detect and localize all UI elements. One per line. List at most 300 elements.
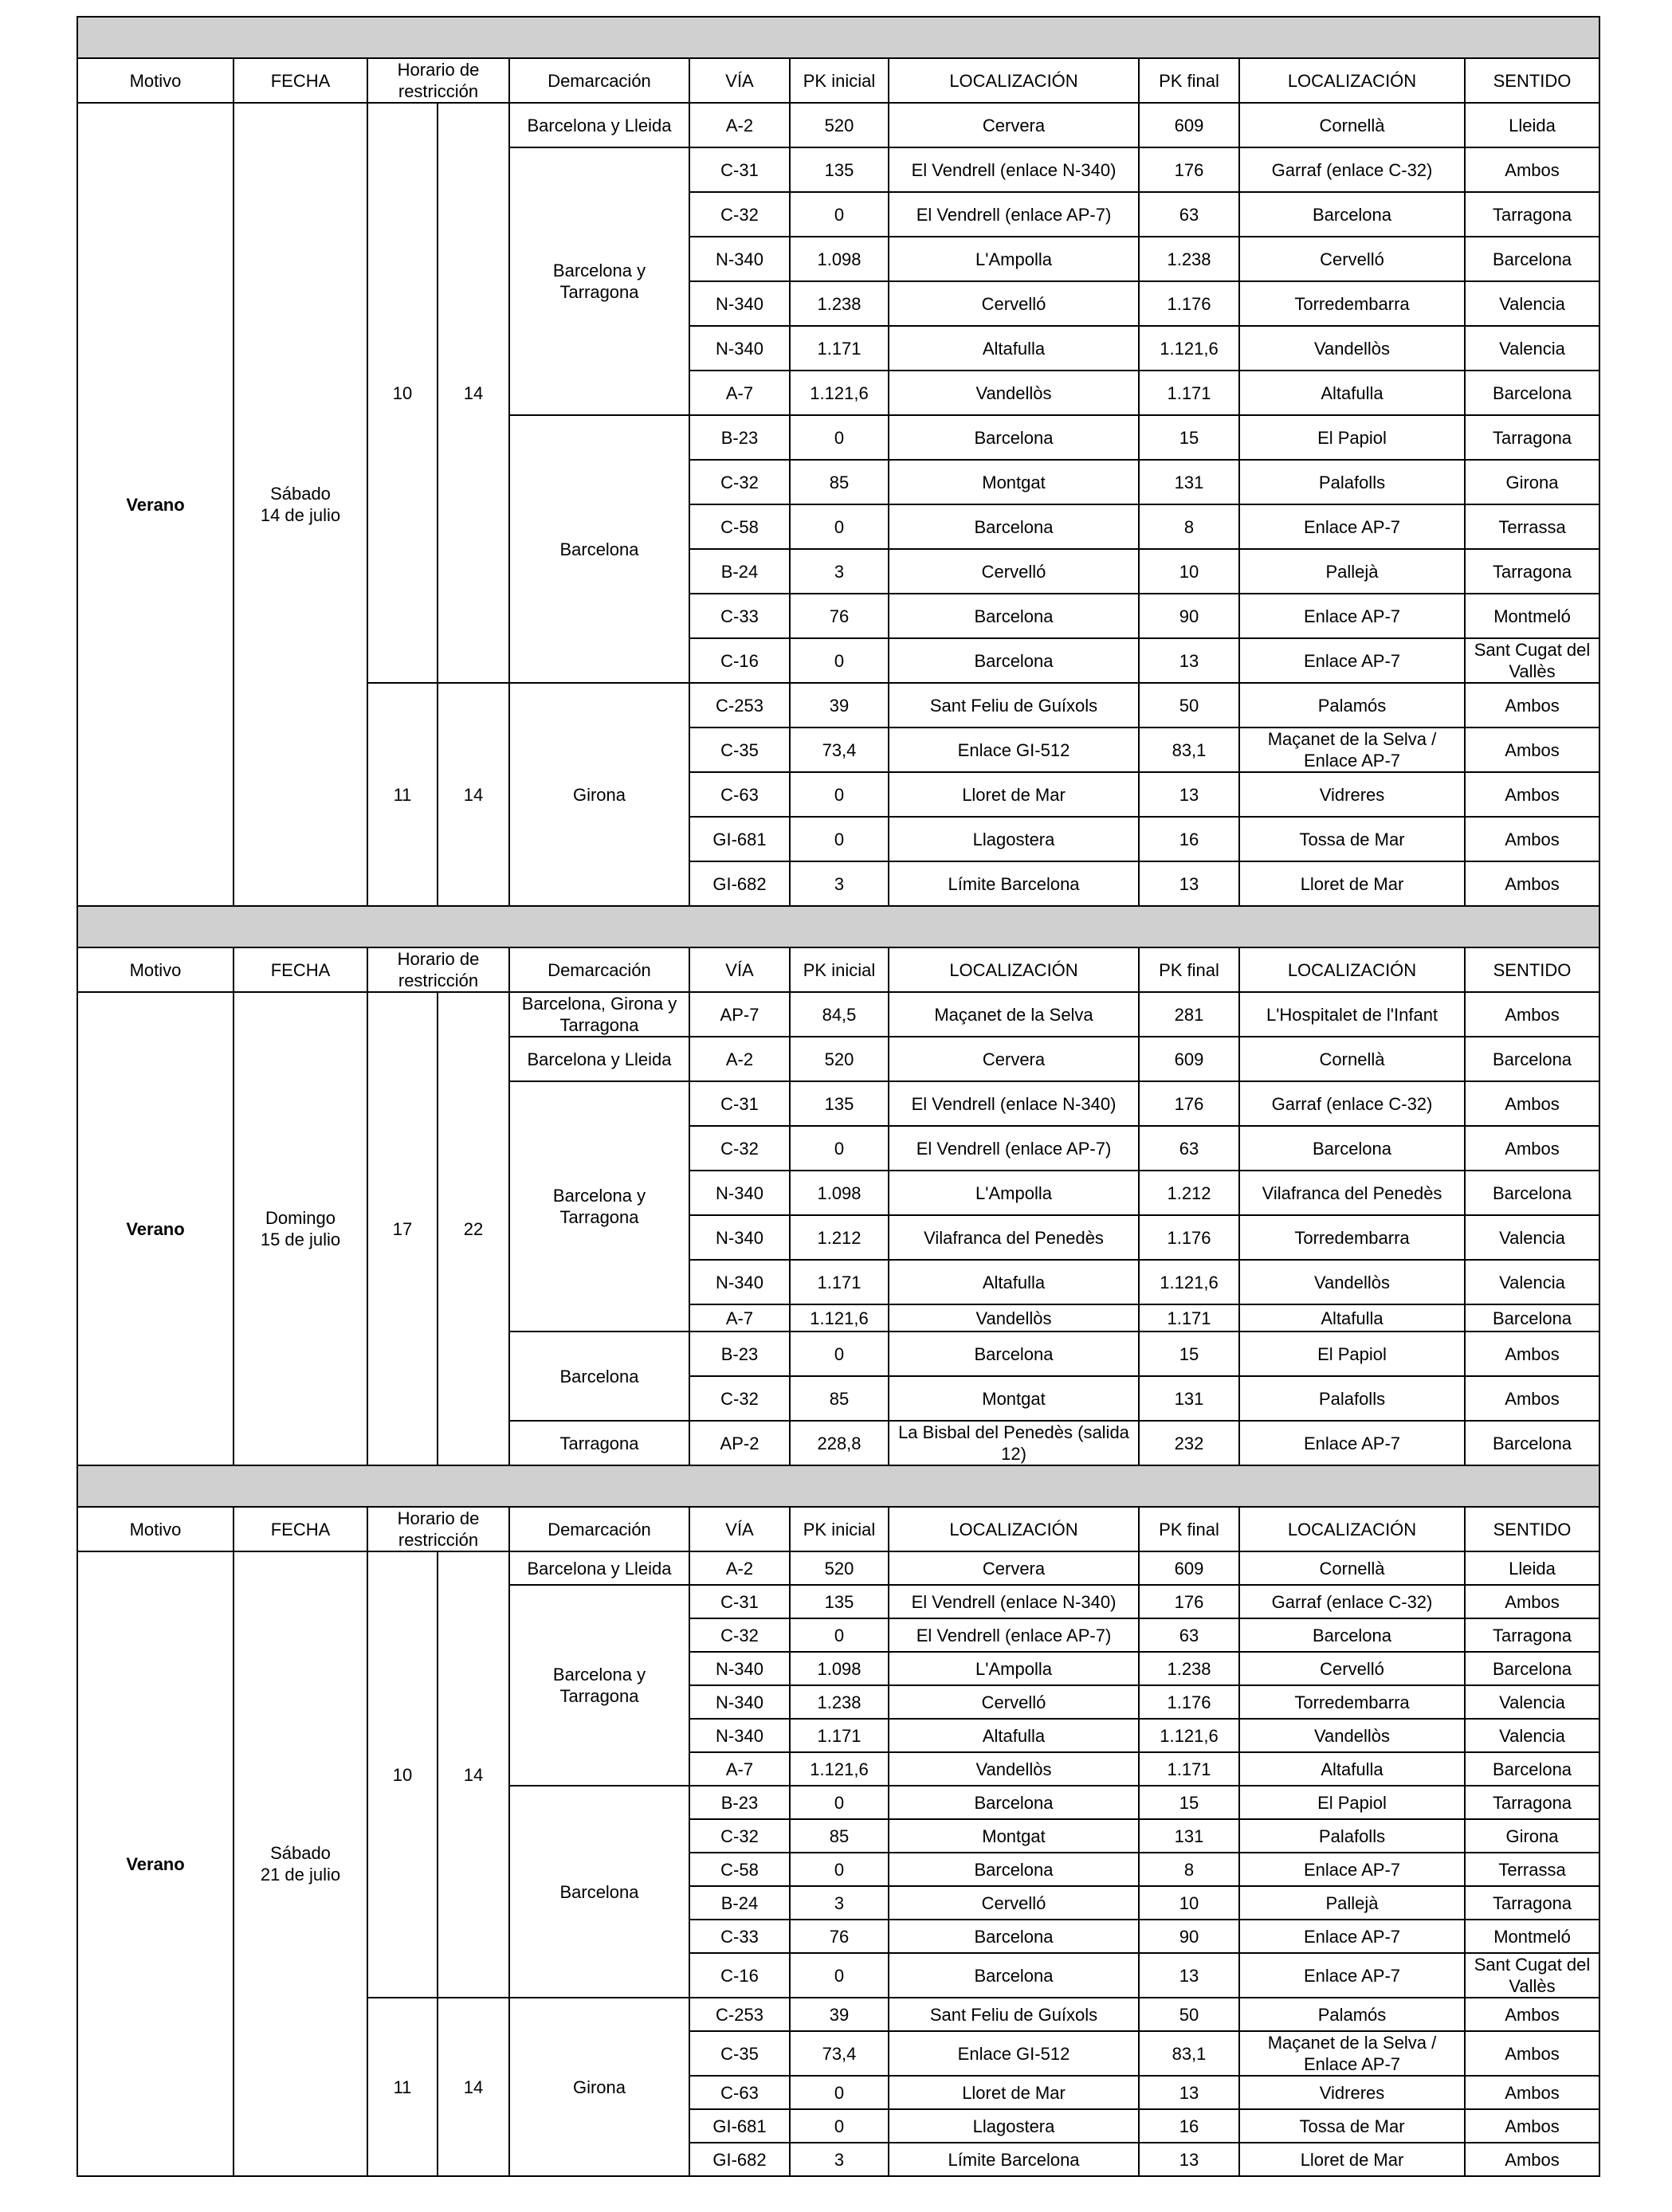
localizacion-final-cell: El Papiol	[1239, 1332, 1465, 1376]
sentido-cell: Ambos	[1465, 683, 1599, 728]
localizacion-inicial-cell: Llagostera	[889, 817, 1139, 861]
localizacion-final-cell: Barcelona	[1239, 1126, 1465, 1171]
pk-final-cell: 176	[1139, 1585, 1239, 1618]
traffic-restrictions-table	[77, 16, 1600, 2177]
demarcacion-cell: Barcelona y Tarragona	[509, 147, 689, 415]
pk-inicial-cell: 1.098	[790, 237, 889, 281]
localizacion-final-cell: Cornellà	[1239, 1551, 1465, 1585]
column-header-horario: Horario de restricción	[367, 947, 509, 992]
sentido-cell: Girona	[1465, 460, 1599, 504]
localizacion-inicial-cell: Cervelló	[889, 281, 1139, 326]
demarcacion-cell: Barcelona, Girona y Tarragona	[509, 992, 689, 1037]
pk-inicial-cell: 84,5	[790, 992, 889, 1037]
pk-final-cell: 15	[1139, 415, 1239, 460]
localizacion-final-cell: Altafulla	[1239, 371, 1465, 415]
pk-final-cell: 131	[1139, 1376, 1239, 1421]
via-cell: B-23	[689, 415, 790, 460]
column-header-horario: Horario de restricción	[367, 58, 509, 103]
pk-final-cell: 13	[1139, 638, 1239, 683]
pk-inicial-cell: 85	[790, 1819, 889, 1853]
pk-final-cell: 1.121,6	[1139, 326, 1239, 371]
sentido-cell: Ambos	[1465, 147, 1599, 192]
sentido-cell: Ambos	[1465, 1998, 1599, 2031]
localizacion-inicial-cell: L'Ampolla	[889, 1171, 1139, 1215]
localizacion-final-cell: Vidreres	[1239, 2076, 1465, 2109]
via-cell: C-32	[689, 460, 790, 504]
column-header-localizacion-final: LOCALIZACIÓN	[1239, 1507, 1465, 1551]
column-header-pk-inicial: PK inicial	[790, 947, 889, 992]
sentido-cell: Terrassa	[1465, 504, 1599, 549]
localizacion-final-cell: Tossa de Mar	[1239, 2109, 1465, 2143]
sentido-cell: Valencia	[1465, 281, 1599, 326]
localizacion-final-cell: Garraf (enlace C-32)	[1239, 147, 1465, 192]
pk-inicial-cell: 520	[790, 103, 889, 147]
via-cell: GI-681	[689, 2109, 790, 2143]
motivo-cell: Verano	[77, 1551, 234, 2176]
column-header-pk-final: PK final	[1139, 947, 1239, 992]
pk-final-cell: 1.176	[1139, 1685, 1239, 1719]
demarcacion-cell: Tarragona	[509, 1421, 689, 1465]
pk-inicial-cell: 1.212	[790, 1215, 889, 1260]
via-cell: C-16	[689, 1953, 790, 1998]
via-cell: B-24	[689, 549, 790, 594]
via-cell: A-2	[689, 1037, 790, 1081]
sentido-cell: Tarragona	[1465, 415, 1599, 460]
localizacion-final-cell: Lloret de Mar	[1239, 2143, 1465, 2176]
localizacion-final-cell: Maçanet de la Selva / Enlace AP-7	[1239, 728, 1465, 772]
localizacion-final-cell: Enlace AP-7	[1239, 1853, 1465, 1886]
pk-inicial-cell: 1.121,6	[790, 1752, 889, 1786]
column-header-fecha: FECHA	[234, 1507, 367, 1551]
via-cell: C-31	[689, 1585, 790, 1618]
pk-final-cell: 15	[1139, 1786, 1239, 1819]
pk-final-cell: 50	[1139, 1998, 1239, 2031]
pk-inicial-cell: 135	[790, 1585, 889, 1618]
column-header-row	[77, 1507, 1599, 1551]
localizacion-final-cell: Cervelló	[1239, 237, 1465, 281]
demarcacion-cell: Barcelona	[509, 415, 689, 683]
via-cell: N-340	[689, 237, 790, 281]
localizacion-inicial-cell: Barcelona	[889, 594, 1139, 638]
pk-inicial-cell: 0	[790, 504, 889, 549]
horario-fin-cell: 14	[438, 1551, 509, 1998]
fecha-cell: Sábado 14 de julio	[234, 103, 367, 906]
column-header-motivo: Motivo	[77, 1507, 234, 1551]
pk-final-cell: 1.176	[1139, 1215, 1239, 1260]
localizacion-final-cell: Torredembarra	[1239, 1685, 1465, 1719]
localizacion-inicial-cell: Enlace GI-512	[889, 2031, 1139, 2076]
pk-inicial-cell: 73,4	[790, 2031, 889, 2076]
pk-inicial-cell: 1.171	[790, 1260, 889, 1304]
via-cell: C-253	[689, 1998, 790, 2031]
via-cell: C-31	[689, 1081, 790, 1126]
via-cell: N-340	[689, 1685, 790, 1719]
section-band	[77, 17, 1599, 58]
via-cell: C-35	[689, 2031, 790, 2076]
sentido-cell: Ambos	[1465, 1376, 1599, 1421]
localizacion-inicial-cell: Barcelona	[889, 1332, 1139, 1376]
pk-final-cell: 63	[1139, 1618, 1239, 1652]
pk-final-cell: 90	[1139, 594, 1239, 638]
pk-final-cell: 90	[1139, 1920, 1239, 1953]
localizacion-inicial-cell: Llagostera	[889, 2109, 1139, 2143]
pk-inicial-cell: 0	[790, 2109, 889, 2143]
localizacion-inicial-cell: L'Ampolla	[889, 1652, 1139, 1685]
localizacion-final-cell: El Papiol	[1239, 1786, 1465, 1819]
localizacion-inicial-cell: Barcelona	[889, 504, 1139, 549]
pk-final-cell: 1.176	[1139, 281, 1239, 326]
column-header-localizacion-final: LOCALIZACIÓN	[1239, 947, 1465, 992]
pk-final-cell: 13	[1139, 2143, 1239, 2176]
localizacion-final-cell: Enlace AP-7	[1239, 1953, 1465, 1998]
pk-final-cell: 50	[1139, 683, 1239, 728]
horario-fin-cell: 14	[438, 1998, 509, 2176]
pk-inicial-cell: 0	[790, 1618, 889, 1652]
sentido-cell: Ambos	[1465, 2076, 1599, 2109]
sentido-cell: Ambos	[1465, 1126, 1599, 1171]
pk-final-cell: 1.238	[1139, 237, 1239, 281]
via-cell: AP-2	[689, 1421, 790, 1465]
sentido-cell: Tarragona	[1465, 1886, 1599, 1920]
pk-inicial-cell: 3	[790, 549, 889, 594]
sentido-cell: Ambos	[1465, 1585, 1599, 1618]
sentido-cell: Ambos	[1465, 861, 1599, 906]
column-header-sentido: SENTIDO	[1465, 947, 1599, 992]
localizacion-final-cell: Palafolls	[1239, 1819, 1465, 1853]
column-header-demarcacion: Demarcación	[509, 1507, 689, 1551]
sentido-cell: Ambos	[1465, 1332, 1599, 1376]
pk-inicial-cell: 520	[790, 1037, 889, 1081]
localizacion-inicial-cell: Barcelona	[889, 1953, 1139, 1998]
motivo-cell: Verano	[77, 103, 234, 906]
demarcacion-cell: Barcelona	[509, 1332, 689, 1421]
sentido-cell: Lleida	[1465, 103, 1599, 147]
pk-final-cell: 281	[1139, 992, 1239, 1037]
localizacion-final-cell: Garraf (enlace C-32)	[1239, 1081, 1465, 1126]
pk-final-cell: 16	[1139, 2109, 1239, 2143]
localizacion-inicial-cell: Montgat	[889, 460, 1139, 504]
pk-inicial-cell: 76	[790, 1920, 889, 1953]
via-cell: N-340	[689, 1719, 790, 1752]
sentido-cell: Ambos	[1465, 817, 1599, 861]
localizacion-final-cell: Tossa de Mar	[1239, 817, 1465, 861]
pk-final-cell: 10	[1139, 549, 1239, 594]
localizacion-inicial-cell: La Bisbal del Penedès (salida 12)	[889, 1421, 1139, 1465]
pk-inicial-cell: 73,4	[790, 728, 889, 772]
pk-final-cell: 1.212	[1139, 1171, 1239, 1215]
via-cell: C-63	[689, 772, 790, 817]
sentido-cell: Montmeló	[1465, 594, 1599, 638]
via-cell: A-7	[689, 371, 790, 415]
localizacion-final-cell: Altafulla	[1239, 1752, 1465, 1786]
sentido-cell: Barcelona	[1465, 237, 1599, 281]
sentido-cell: Ambos	[1465, 728, 1599, 772]
sentido-cell: Sant Cugat del Vallès	[1465, 638, 1599, 683]
motivo-cell: Verano	[77, 992, 234, 1465]
sentido-cell: Sant Cugat del Vallès	[1465, 1953, 1599, 1998]
localizacion-inicial-cell: El Vendrell (enlace AP-7)	[889, 1618, 1139, 1652]
pk-final-cell: 609	[1139, 1037, 1239, 1081]
via-cell: A-7	[689, 1752, 790, 1786]
pk-inicial-cell: 135	[790, 147, 889, 192]
horario-fin-cell: 22	[438, 992, 509, 1465]
localizacion-inicial-cell: Barcelona	[889, 1786, 1139, 1819]
sentido-cell: Valencia	[1465, 1685, 1599, 1719]
pk-inicial-cell: 0	[790, 1786, 889, 1819]
pk-inicial-cell: 0	[790, 1953, 889, 1998]
localizacion-inicial-cell: Vandellòs	[889, 371, 1139, 415]
sentido-cell: Ambos	[1465, 2031, 1599, 2076]
pk-inicial-cell: 135	[790, 1081, 889, 1126]
localizacion-final-cell: Altafulla	[1239, 1304, 1465, 1332]
via-cell: C-35	[689, 728, 790, 772]
via-cell: B-23	[689, 1786, 790, 1819]
column-header-motivo: Motivo	[77, 947, 234, 992]
via-cell: AP-7	[689, 992, 790, 1037]
localizacion-final-cell: Palamós	[1239, 1998, 1465, 2031]
localizacion-final-cell: Torredembarra	[1239, 1215, 1465, 1260]
demarcacion-cell: Barcelona y Tarragona	[509, 1081, 689, 1332]
via-cell: C-32	[689, 1618, 790, 1652]
pk-final-cell: 13	[1139, 2076, 1239, 2109]
localizacion-inicial-cell: Cervelló	[889, 1886, 1139, 1920]
localizacion-final-cell: Enlace AP-7	[1239, 504, 1465, 549]
localizacion-final-cell: Barcelona	[1239, 192, 1465, 237]
pk-inicial-cell: 1.098	[790, 1171, 889, 1215]
sentido-cell: Ambos	[1465, 1081, 1599, 1126]
localizacion-inicial-cell: Montgat	[889, 1819, 1139, 1853]
sentido-cell: Montmeló	[1465, 1920, 1599, 1953]
column-header-localizacion-inicial: LOCALIZACIÓN	[889, 58, 1139, 103]
sentido-cell: Barcelona	[1465, 1037, 1599, 1081]
sentido-cell: Ambos	[1465, 2109, 1599, 2143]
localizacion-inicial-cell: El Vendrell (enlace N-340)	[889, 147, 1139, 192]
sentido-cell: Terrassa	[1465, 1853, 1599, 1886]
localizacion-final-cell: Vidreres	[1239, 772, 1465, 817]
column-header-horario: Horario de restricción	[367, 1507, 509, 1551]
via-cell: N-340	[689, 1171, 790, 1215]
section-band	[77, 906, 1599, 947]
table-row	[77, 992, 1599, 1037]
pk-inicial-cell: 85	[790, 1376, 889, 1421]
demarcacion-cell: Barcelona y Lleida	[509, 103, 689, 147]
section-band-cell	[77, 1465, 1599, 1507]
pk-inicial-cell: 0	[790, 1332, 889, 1376]
localizacion-final-cell: Cornellà	[1239, 1037, 1465, 1081]
pk-final-cell: 609	[1139, 103, 1239, 147]
localizacion-inicial-cell: Altafulla	[889, 1260, 1139, 1304]
sentido-cell: Ambos	[1465, 2143, 1599, 2176]
localizacion-final-cell: Vandellòs	[1239, 1719, 1465, 1752]
horario-inicio-cell: 17	[367, 992, 438, 1465]
fecha-cell: Sábado 21 de julio	[234, 1551, 367, 2176]
localizacion-final-cell: Barcelona	[1239, 1618, 1465, 1652]
localizacion-final-cell: Lloret de Mar	[1239, 861, 1465, 906]
via-cell: C-32	[689, 192, 790, 237]
horario-fin-cell: 14	[438, 683, 509, 906]
pk-inicial-cell: 0	[790, 2076, 889, 2109]
horario-inicio-cell: 11	[367, 683, 438, 906]
pk-final-cell: 131	[1139, 1819, 1239, 1853]
localizacion-final-cell: L'Hospitalet de l'Infant	[1239, 992, 1465, 1037]
localizacion-inicial-cell: Maçanet de la Selva	[889, 992, 1139, 1037]
localizacion-final-cell: Enlace AP-7	[1239, 594, 1465, 638]
sentido-cell: Tarragona	[1465, 192, 1599, 237]
horario-inicio-cell: 11	[367, 1998, 438, 2176]
localizacion-inicial-cell: Límite Barcelona	[889, 861, 1139, 906]
pk-final-cell: 1.171	[1139, 1304, 1239, 1332]
pk-inicial-cell: 76	[790, 594, 889, 638]
column-header-via: VÍA	[689, 1507, 790, 1551]
via-cell: N-340	[689, 281, 790, 326]
column-header-demarcacion: Demarcación	[509, 947, 689, 992]
localizacion-inicial-cell: Barcelona	[889, 638, 1139, 683]
pk-inicial-cell: 1.121,6	[790, 1304, 889, 1332]
via-cell: C-33	[689, 1920, 790, 1953]
via-cell: C-58	[689, 504, 790, 549]
pk-final-cell: 15	[1139, 1332, 1239, 1376]
column-header-sentido: SENTIDO	[1465, 1507, 1599, 1551]
via-cell: C-16	[689, 638, 790, 683]
pk-inicial-cell: 0	[790, 415, 889, 460]
localizacion-inicial-cell: El Vendrell (enlace AP-7)	[889, 192, 1139, 237]
pk-inicial-cell: 1.238	[790, 1685, 889, 1719]
sentido-cell: Valencia	[1465, 1719, 1599, 1752]
column-header-via: VÍA	[689, 947, 790, 992]
localizacion-inicial-cell: Enlace GI-512	[889, 728, 1139, 772]
restrictions-document	[77, 16, 1599, 2177]
via-cell: C-31	[689, 147, 790, 192]
via-cell: B-23	[689, 1332, 790, 1376]
sentido-cell: Barcelona	[1465, 1171, 1599, 1215]
demarcacion-cell: Barcelona y Tarragona	[509, 1585, 689, 1786]
via-cell: N-340	[689, 1215, 790, 1260]
column-header-row	[77, 947, 1599, 992]
horario-fin-cell: 14	[438, 103, 509, 683]
column-header-fecha: FECHA	[234, 58, 367, 103]
table-row	[77, 103, 1599, 147]
sentido-cell: Tarragona	[1465, 1786, 1599, 1819]
via-cell: C-63	[689, 2076, 790, 2109]
localizacion-final-cell: Pallejà	[1239, 1886, 1465, 1920]
via-cell: B-24	[689, 1886, 790, 1920]
via-cell: A-2	[689, 1551, 790, 1585]
sentido-cell: Valencia	[1465, 326, 1599, 371]
localizacion-final-cell: Cervelló	[1239, 1652, 1465, 1685]
column-header-localizacion-inicial: LOCALIZACIÓN	[889, 947, 1139, 992]
pk-inicial-cell: 0	[790, 1853, 889, 1886]
pk-final-cell: 609	[1139, 1551, 1239, 1585]
localizacion-final-cell: Garraf (enlace C-32)	[1239, 1585, 1465, 1618]
sentido-cell: Barcelona	[1465, 1652, 1599, 1685]
pk-inicial-cell: 0	[790, 772, 889, 817]
pk-inicial-cell: 0	[790, 1126, 889, 1171]
via-cell: N-340	[689, 1652, 790, 1685]
column-header-pk-inicial: PK inicial	[790, 1507, 889, 1551]
column-header-sentido: SENTIDO	[1465, 58, 1599, 103]
localizacion-inicial-cell: Lloret de Mar	[889, 2076, 1139, 2109]
localizacion-inicial-cell: Barcelona	[889, 415, 1139, 460]
localizacion-final-cell: Enlace AP-7	[1239, 1421, 1465, 1465]
pk-final-cell: 1.121,6	[1139, 1260, 1239, 1304]
via-cell: C-33	[689, 594, 790, 638]
via-cell: N-340	[689, 326, 790, 371]
via-cell: GI-682	[689, 861, 790, 906]
demarcacion-cell: Girona	[509, 1998, 689, 2176]
pk-inicial-cell: 0	[790, 817, 889, 861]
sentido-cell: Barcelona	[1465, 371, 1599, 415]
localizacion-inicial-cell: Cervera	[889, 103, 1139, 147]
column-header-row	[77, 58, 1599, 103]
sentido-cell: Barcelona	[1465, 1752, 1599, 1786]
sentido-cell: Tarragona	[1465, 1618, 1599, 1652]
pk-inicial-cell: 1.171	[790, 326, 889, 371]
pk-final-cell: 63	[1139, 1126, 1239, 1171]
localizacion-inicial-cell: Cervelló	[889, 549, 1139, 594]
via-cell: C-253	[689, 683, 790, 728]
pk-final-cell: 1.238	[1139, 1652, 1239, 1685]
sentido-cell: Ambos	[1465, 992, 1599, 1037]
pk-final-cell: 83,1	[1139, 728, 1239, 772]
pk-final-cell: 8	[1139, 504, 1239, 549]
demarcacion-cell: Barcelona y Lleida	[509, 1037, 689, 1081]
pk-inicial-cell: 3	[790, 861, 889, 906]
localizacion-final-cell: Maçanet de la Selva / Enlace AP-7	[1239, 2031, 1465, 2076]
sentido-cell: Barcelona	[1465, 1421, 1599, 1465]
pk-final-cell: 13	[1139, 772, 1239, 817]
localizacion-final-cell: Vilafranca del Penedès	[1239, 1171, 1465, 1215]
localizacion-inicial-cell: Altafulla	[889, 326, 1139, 371]
localizacion-inicial-cell: Sant Feliu de Guíxols	[889, 1998, 1139, 2031]
sentido-cell: Lleida	[1465, 1551, 1599, 1585]
column-header-localizacion-final: LOCALIZACIÓN	[1239, 58, 1465, 103]
pk-inicial-cell: 1.238	[790, 281, 889, 326]
localizacion-inicial-cell: L'Ampolla	[889, 237, 1139, 281]
via-cell: GI-681	[689, 817, 790, 861]
pk-inicial-cell: 0	[790, 638, 889, 683]
sentido-cell: Girona	[1465, 1819, 1599, 1853]
localizacion-final-cell: Palafolls	[1239, 460, 1465, 504]
pk-inicial-cell: 1.121,6	[790, 371, 889, 415]
localizacion-inicial-cell: Cervera	[889, 1551, 1139, 1585]
pk-inicial-cell: 1.098	[790, 1652, 889, 1685]
pk-inicial-cell: 228,8	[790, 1421, 889, 1465]
via-cell: A-7	[689, 1304, 790, 1332]
horario-inicio-cell: 10	[367, 1551, 438, 1998]
pk-inicial-cell: 0	[790, 192, 889, 237]
via-cell: C-58	[689, 1853, 790, 1886]
localizacion-final-cell: Pallejà	[1239, 549, 1465, 594]
horario-inicio-cell: 10	[367, 103, 438, 683]
localizacion-inicial-cell: Cervera	[889, 1037, 1139, 1081]
via-cell: GI-682	[689, 2143, 790, 2176]
section-band-cell	[77, 906, 1599, 947]
via-cell: C-32	[689, 1126, 790, 1171]
sentido-cell: Ambos	[1465, 772, 1599, 817]
localizacion-inicial-cell: Vilafranca del Penedès	[889, 1215, 1139, 1260]
localizacion-inicial-cell: Cervelló	[889, 1685, 1139, 1719]
localizacion-final-cell: Vandellòs	[1239, 326, 1465, 371]
localizacion-inicial-cell: Barcelona	[889, 1920, 1139, 1953]
column-header-localizacion-inicial: LOCALIZACIÓN	[889, 1507, 1139, 1551]
localizacion-final-cell: Palamós	[1239, 683, 1465, 728]
localizacion-inicial-cell: Barcelona	[889, 1853, 1139, 1886]
pk-final-cell: 16	[1139, 817, 1239, 861]
localizacion-inicial-cell: Vandellòs	[889, 1304, 1139, 1332]
pk-final-cell: 13	[1139, 1953, 1239, 1998]
column-header-pk-final: PK final	[1139, 1507, 1239, 1551]
pk-inicial-cell: 39	[790, 683, 889, 728]
